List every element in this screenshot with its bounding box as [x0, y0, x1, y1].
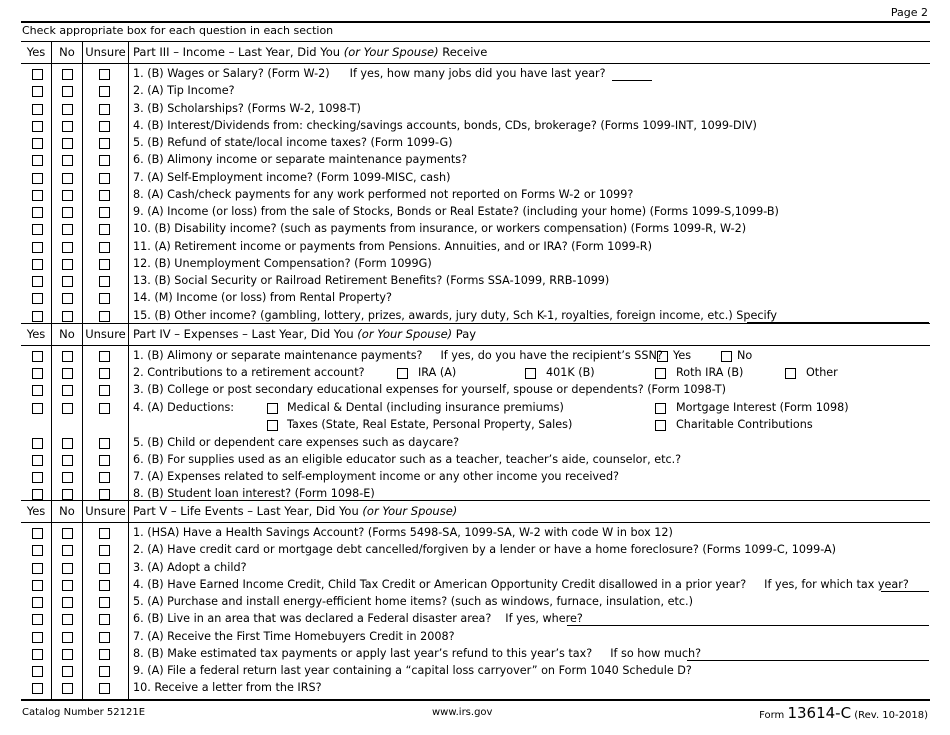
question-text: 2. Contributions to a retirement account? — [133, 366, 365, 379]
question-row — [21, 82, 930, 99]
question-text: 8. (B) Make estimated tax payments or apply last year’s refund to this year’s tax? If so how much? — [133, 646, 702, 660]
yes-checkbox[interactable] — [32, 242, 43, 253]
question-text: 1. (B) Wages or Salary? (Form W-2) If yes, how many jobs did you have last year? — [133, 67, 606, 80]
part-3-questions — [21, 64, 930, 326]
unsure-checkbox[interactable] — [99, 368, 110, 379]
unsure-checkbox[interactable] — [99, 563, 110, 574]
question-text: 1. (B) Alimony or separate maintenance payments? If yes, do you have the recipient’s SSN? — [133, 349, 663, 362]
yes-checkbox[interactable] — [32, 173, 43, 184]
form-page — [21, 21, 930, 701]
question-row — [21, 610, 930, 627]
ssn-yes-label: Yes — [673, 349, 692, 362]
unsure-checkbox[interactable] — [99, 351, 110, 362]
no-checkbox[interactable] — [62, 104, 73, 115]
question-text: 7. (A) Self-Employment income? (Form 1099-MISC, cash) — [133, 170, 451, 184]
unsure-checkbox[interactable] — [99, 614, 110, 625]
followup-text: If yes, do you have the recipient’s SSN? — [440, 349, 663, 362]
question-text: 6. (B) Live in an area that was declared a Federal disaster area? If yes, where? — [133, 612, 583, 626]
medical-checkbox[interactable] — [267, 403, 278, 414]
question-row — [21, 679, 930, 696]
no-checkbox[interactable] — [62, 224, 73, 235]
yes-checkbox[interactable] — [32, 632, 43, 643]
unsure-checkbox[interactable] — [99, 190, 110, 201]
question-text: 4. (B) Interest/Dividends from: checking/savings accounts, bonds, CDs, brokerage? (Forms 1099-INT, 1099-DIV) — [133, 118, 757, 132]
question-row — [21, 151, 930, 168]
yes-checkbox[interactable] — [32, 293, 43, 304]
no-checkbox[interactable] — [62, 489, 73, 500]
unsure-checkbox[interactable] — [99, 155, 110, 166]
question-row — [21, 117, 930, 134]
followup-text: If so how much? — [610, 646, 702, 660]
part-4-row-5 — [21, 434, 930, 451]
question-text: 5. (A) Purchase and install energy-efficient home items? (such as windows, furnace, insulation, etc.) — [133, 595, 693, 608]
unsure-checkbox[interactable] — [99, 683, 110, 694]
disaster-area-field[interactable] — [567, 612, 929, 626]
no-checkbox[interactable] — [62, 121, 73, 132]
question-text: 12. (B) Unemployment Compensation? (Form 1099G) — [133, 256, 432, 270]
unsure-checkbox[interactable] — [99, 311, 110, 322]
yes-checkbox[interactable] — [32, 403, 43, 414]
no-checkbox[interactable] — [62, 138, 73, 149]
taxes-label: Taxes (State, Real Estate, Personal Property, Sales) — [287, 418, 573, 431]
yes-checkbox[interactable] — [32, 438, 43, 449]
no-checkbox[interactable] — [62, 69, 73, 80]
question-row — [21, 576, 930, 593]
unsure-checkbox[interactable] — [99, 242, 110, 253]
question-row — [21, 238, 930, 255]
tax-year-field[interactable] — [881, 578, 929, 592]
question-text: 2. (A) Tip Income? — [133, 84, 235, 98]
no-checkbox[interactable] — [62, 259, 73, 270]
form-id: Form 13614-C (Rev. 10-2018) — [759, 704, 928, 722]
unsure-column-header: Unsure — [85, 45, 126, 59]
unsure-checkbox[interactable] — [99, 207, 110, 218]
no-checkbox[interactable] — [62, 472, 73, 483]
website: www.irs.gov — [432, 707, 493, 718]
ira-label: IRA (A) — [418, 366, 457, 379]
question-row — [21, 220, 930, 237]
unsure-checkbox[interactable] — [99, 632, 110, 643]
no-checkbox[interactable] — [62, 173, 73, 184]
unsure-checkbox[interactable] — [99, 666, 110, 677]
unsure-column-header: Unsure — [85, 327, 126, 341]
no-checkbox[interactable] — [62, 563, 73, 574]
question-text: 8. (B) Student loan interest? (Form 1098-E) — [133, 487, 375, 500]
no-column-header: No — [59, 327, 75, 341]
yes-checkbox[interactable] — [32, 86, 43, 97]
no-column-header: No — [59, 45, 75, 59]
followup-text: If yes, where? — [505, 612, 583, 626]
unsure-checkbox[interactable] — [99, 385, 110, 396]
question-text: 6. (B) For supplies used as an eligible educator such as a teacher, teacher’s aide, counselor, etc.? — [133, 453, 682, 466]
unsure-checkbox[interactable] — [99, 472, 110, 483]
question-text: 4. (A) Deductions: — [133, 401, 235, 414]
question-text: 3. (B) College or post secondary educational expenses for yourself, spouse or dependents? (Form 1098-T) — [133, 383, 726, 396]
yes-checkbox[interactable] — [32, 155, 43, 166]
unsure-checkbox[interactable] — [99, 597, 110, 608]
unsure-checkbox[interactable] — [99, 438, 110, 449]
question-text: 9. (A) Income (or loss) from the sale of Stocks, Bonds or Real Estate? (including your home) (Forms 1099-S,1099-B) — [133, 205, 779, 218]
part-5-section — [21, 500, 930, 701]
question-text: 1. (HSA) Have a Health Savings Account? (Forms 5498-SA, 1099-SA, W-2 with code W in box 12) — [133, 526, 673, 539]
question-row — [21, 203, 930, 220]
no-checkbox[interactable] — [62, 403, 73, 414]
unsure-checkbox[interactable] — [99, 104, 110, 115]
question-row — [21, 307, 930, 324]
part-4-row-7 — [21, 468, 930, 485]
question-text: 10. Receive a letter from the IRS? — [133, 681, 322, 695]
no-checkbox[interactable] — [62, 649, 73, 660]
question-text: 8. (A) Cash/check payments for any work performed not reported on Forms W-2 or 1099? — [133, 187, 634, 201]
mortgage-label: Mortgage Interest (Form 1098) — [676, 401, 849, 414]
question-text: 14. (M) Income (or loss) from Rental Property? — [133, 291, 392, 305]
no-checkbox[interactable] — [62, 580, 73, 591]
yes-checkbox[interactable] — [32, 224, 43, 235]
question-text: 7. (A) Expenses related to self-employment income or any other income you received? — [133, 470, 619, 483]
no-checkbox[interactable] — [62, 311, 73, 322]
question-text: 6. (B) Alimony income or separate maintenance payments? — [133, 153, 468, 167]
401k-label: 401K (B) — [546, 366, 595, 379]
question-row — [21, 186, 930, 203]
yes-column-header: Yes — [26, 504, 46, 518]
instructions-text: Check appropriate box for each question in each section — [22, 24, 334, 37]
yes-column-header: Yes — [26, 327, 46, 341]
other-income-specify-field[interactable] — [747, 309, 929, 323]
yes-column-header: Yes — [26, 45, 46, 59]
unsure-checkbox[interactable] — [99, 138, 110, 149]
part-5-header — [21, 500, 930, 523]
unsure-checkbox[interactable] — [99, 455, 110, 466]
yes-checkbox[interactable] — [32, 259, 43, 270]
no-checkbox[interactable] — [62, 597, 73, 608]
part-5-title: Part V – Life Events – Last Year, Did You (or Your Spouse) — [133, 504, 458, 518]
ira-checkbox[interactable] — [397, 368, 408, 379]
charitable-label: Charitable Contributions — [676, 418, 813, 431]
no-checkbox[interactable] — [62, 190, 73, 201]
question-row — [21, 134, 930, 151]
question-row — [21, 541, 930, 558]
question-row — [21, 628, 930, 645]
part-4-section — [21, 323, 930, 503]
question-row — [21, 169, 930, 186]
question-text: 15. (B) Other income? (gambling, lottery, prizes, awards, jury duty, Sch K-1, royalties, foreign income, etc.) Specify — [133, 308, 777, 322]
unsure-checkbox[interactable] — [99, 173, 110, 184]
question-row — [21, 100, 930, 117]
part-3-header — [21, 41, 930, 64]
question-text: 3. (B) Scholarships? (Forms W-2, 1098-T) — [133, 101, 361, 115]
question-text: 7. (A) Receive the First Time Homebuyers Credit in 2008? — [133, 629, 455, 643]
ssn-no-label: No — [737, 349, 753, 362]
part-4-row-1 — [21, 347, 930, 364]
question-text: 5. (B) Child or dependent care expenses such as daycare? — [133, 436, 460, 449]
yes-checkbox[interactable] — [32, 311, 43, 322]
followup-text: If yes, for which tax year? — [764, 577, 909, 591]
part-3-title: Part III – Income – Last Year, Did You (or Your Spouse) Receive — [133, 45, 488, 59]
estimated-amount-field[interactable] — [687, 647, 929, 661]
no-checkbox[interactable] — [62, 438, 73, 449]
question-row — [21, 593, 930, 610]
jobs-count-field[interactable] — [612, 67, 652, 81]
no-checkbox[interactable] — [62, 86, 73, 97]
question-row — [21, 65, 930, 82]
catalog-number: Catalog Number 52121E — [22, 707, 146, 718]
yes-checkbox[interactable] — [32, 351, 43, 362]
yes-checkbox[interactable] — [32, 104, 43, 115]
unsure-checkbox[interactable] — [99, 528, 110, 539]
no-checkbox[interactable] — [62, 683, 73, 694]
unsure-checkbox[interactable] — [99, 86, 110, 97]
roth-ira-label: Roth IRA (B) — [676, 366, 744, 379]
other-checkbox[interactable] — [785, 368, 796, 379]
no-checkbox[interactable] — [62, 276, 73, 287]
part-4-questions — [21, 346, 930, 503]
page-number: Page 2 — [890, 6, 928, 19]
no-checkbox[interactable] — [62, 351, 73, 362]
yes-checkbox[interactable] — [32, 563, 43, 574]
unsure-checkbox[interactable] — [99, 69, 110, 80]
yes-checkbox[interactable] — [32, 207, 43, 218]
part-4-row-3 — [21, 381, 930, 398]
question-row — [21, 662, 930, 679]
yes-checkbox[interactable] — [32, 545, 43, 556]
roth-ira-checkbox[interactable] — [655, 368, 666, 379]
no-checkbox[interactable] — [62, 207, 73, 218]
taxes-checkbox[interactable] — [267, 420, 278, 431]
question-text: 9. (A) File a federal return last year containing a “capital loss carryover” on Form 1040 Schedule D? — [133, 664, 692, 677]
part-4-row-2 — [21, 364, 930, 381]
unsure-checkbox[interactable] — [99, 545, 110, 556]
question-row — [21, 524, 930, 541]
no-checkbox[interactable] — [62, 632, 73, 643]
unsure-checkbox[interactable] — [99, 580, 110, 591]
other-label: Other — [806, 366, 838, 379]
unsure-checkbox[interactable] — [99, 224, 110, 235]
part-4-row-6 — [21, 451, 930, 468]
unsure-checkbox[interactable] — [99, 259, 110, 270]
no-checkbox[interactable] — [62, 293, 73, 304]
question-row — [21, 289, 930, 306]
question-text: 2. (A) Have credit card or mortgage debt cancelled/forgiven by a lender or have a home foreclosure? (Forms 1099-C, 1099-A) — [133, 543, 837, 557]
no-checkbox[interactable] — [62, 368, 73, 379]
part-5-questions — [21, 523, 930, 701]
medical-label: Medical & Dental (including insurance premiums) — [287, 401, 564, 414]
yes-checkbox[interactable] — [32, 649, 43, 660]
unsure-column-header: Unsure — [85, 504, 126, 518]
yes-checkbox[interactable] — [32, 138, 43, 149]
no-checkbox[interactable] — [62, 242, 73, 253]
ssn-no-checkbox[interactable] — [721, 351, 732, 362]
yes-checkbox[interactable] — [32, 489, 43, 500]
part-4-title: Part IV – Expenses – Last Year, Did You (or Your Spouse) Pay — [133, 327, 477, 341]
yes-checkbox[interactable] — [32, 614, 43, 625]
followup-text: If yes, how many jobs did you have last year? — [349, 67, 606, 80]
unsure-checkbox[interactable] — [99, 293, 110, 304]
bottom-rule — [21, 699, 930, 701]
no-checkbox[interactable] — [62, 666, 73, 677]
question-text: 3. (A) Adopt a child? — [133, 560, 247, 574]
yes-checkbox[interactable] — [32, 385, 43, 396]
question-row — [21, 559, 930, 576]
question-text: 5. (B) Refund of state/local income taxes? (Form 1099-G) — [133, 136, 453, 149]
unsure-checkbox[interactable] — [99, 276, 110, 287]
yes-checkbox[interactable] — [32, 190, 43, 201]
part-4-header — [21, 323, 930, 346]
yes-checkbox[interactable] — [32, 472, 43, 483]
unsure-checkbox[interactable] — [99, 489, 110, 500]
yes-checkbox[interactable] — [32, 455, 43, 466]
yes-checkbox[interactable] — [32, 69, 43, 80]
yes-checkbox[interactable] — [32, 597, 43, 608]
question-row — [21, 272, 930, 289]
question-row — [21, 255, 930, 272]
part-3-section — [21, 41, 930, 326]
question-text: 13. (B) Social Security or Railroad Retirement Benefits? (Forms SSA-1099, RRB-1099) — [133, 274, 610, 287]
no-checkbox[interactable] — [62, 455, 73, 466]
part-4-row-4 — [21, 399, 930, 416]
no-checkbox[interactable] — [62, 385, 73, 396]
no-checkbox[interactable] — [62, 614, 73, 625]
401k-checkbox[interactable] — [525, 368, 536, 379]
no-checkbox[interactable] — [62, 155, 73, 166]
no-checkbox[interactable] — [62, 545, 73, 556]
unsure-checkbox[interactable] — [99, 121, 110, 132]
yes-checkbox[interactable] — [32, 683, 43, 694]
charitable-checkbox[interactable] — [655, 420, 666, 431]
yes-checkbox[interactable] — [32, 666, 43, 677]
unsure-checkbox[interactable] — [99, 403, 110, 414]
ssn-yes-checkbox[interactable] — [657, 351, 668, 362]
question-text: 10. (B) Disability income? (such as payments from insurance, or workers compensation) (Forms 1099-R, W-2) — [133, 222, 747, 236]
question-text: 11. (A) Retirement income or payments from Pensions. Annuities, and or IRA? (Form 1099-R) — [133, 239, 652, 253]
yes-checkbox[interactable] — [32, 580, 43, 591]
yes-checkbox[interactable] — [32, 121, 43, 132]
top-rule — [21, 21, 930, 23]
yes-checkbox[interactable] — [32, 276, 43, 287]
question-row — [21, 645, 930, 662]
unsure-checkbox[interactable] — [99, 649, 110, 660]
mortgage-checkbox[interactable] — [655, 403, 666, 414]
no-checkbox[interactable] — [62, 528, 73, 539]
yes-checkbox[interactable] — [32, 368, 43, 379]
no-column-header: No — [59, 504, 75, 518]
yes-checkbox[interactable] — [32, 528, 43, 539]
part-4-row-4b — [21, 416, 930, 433]
question-text: 4. (B) Have Earned Income Credit, Child Tax Credit or American Opportunity Credit disallowed in a prior year? If yes, for which tax year? — [133, 577, 909, 591]
